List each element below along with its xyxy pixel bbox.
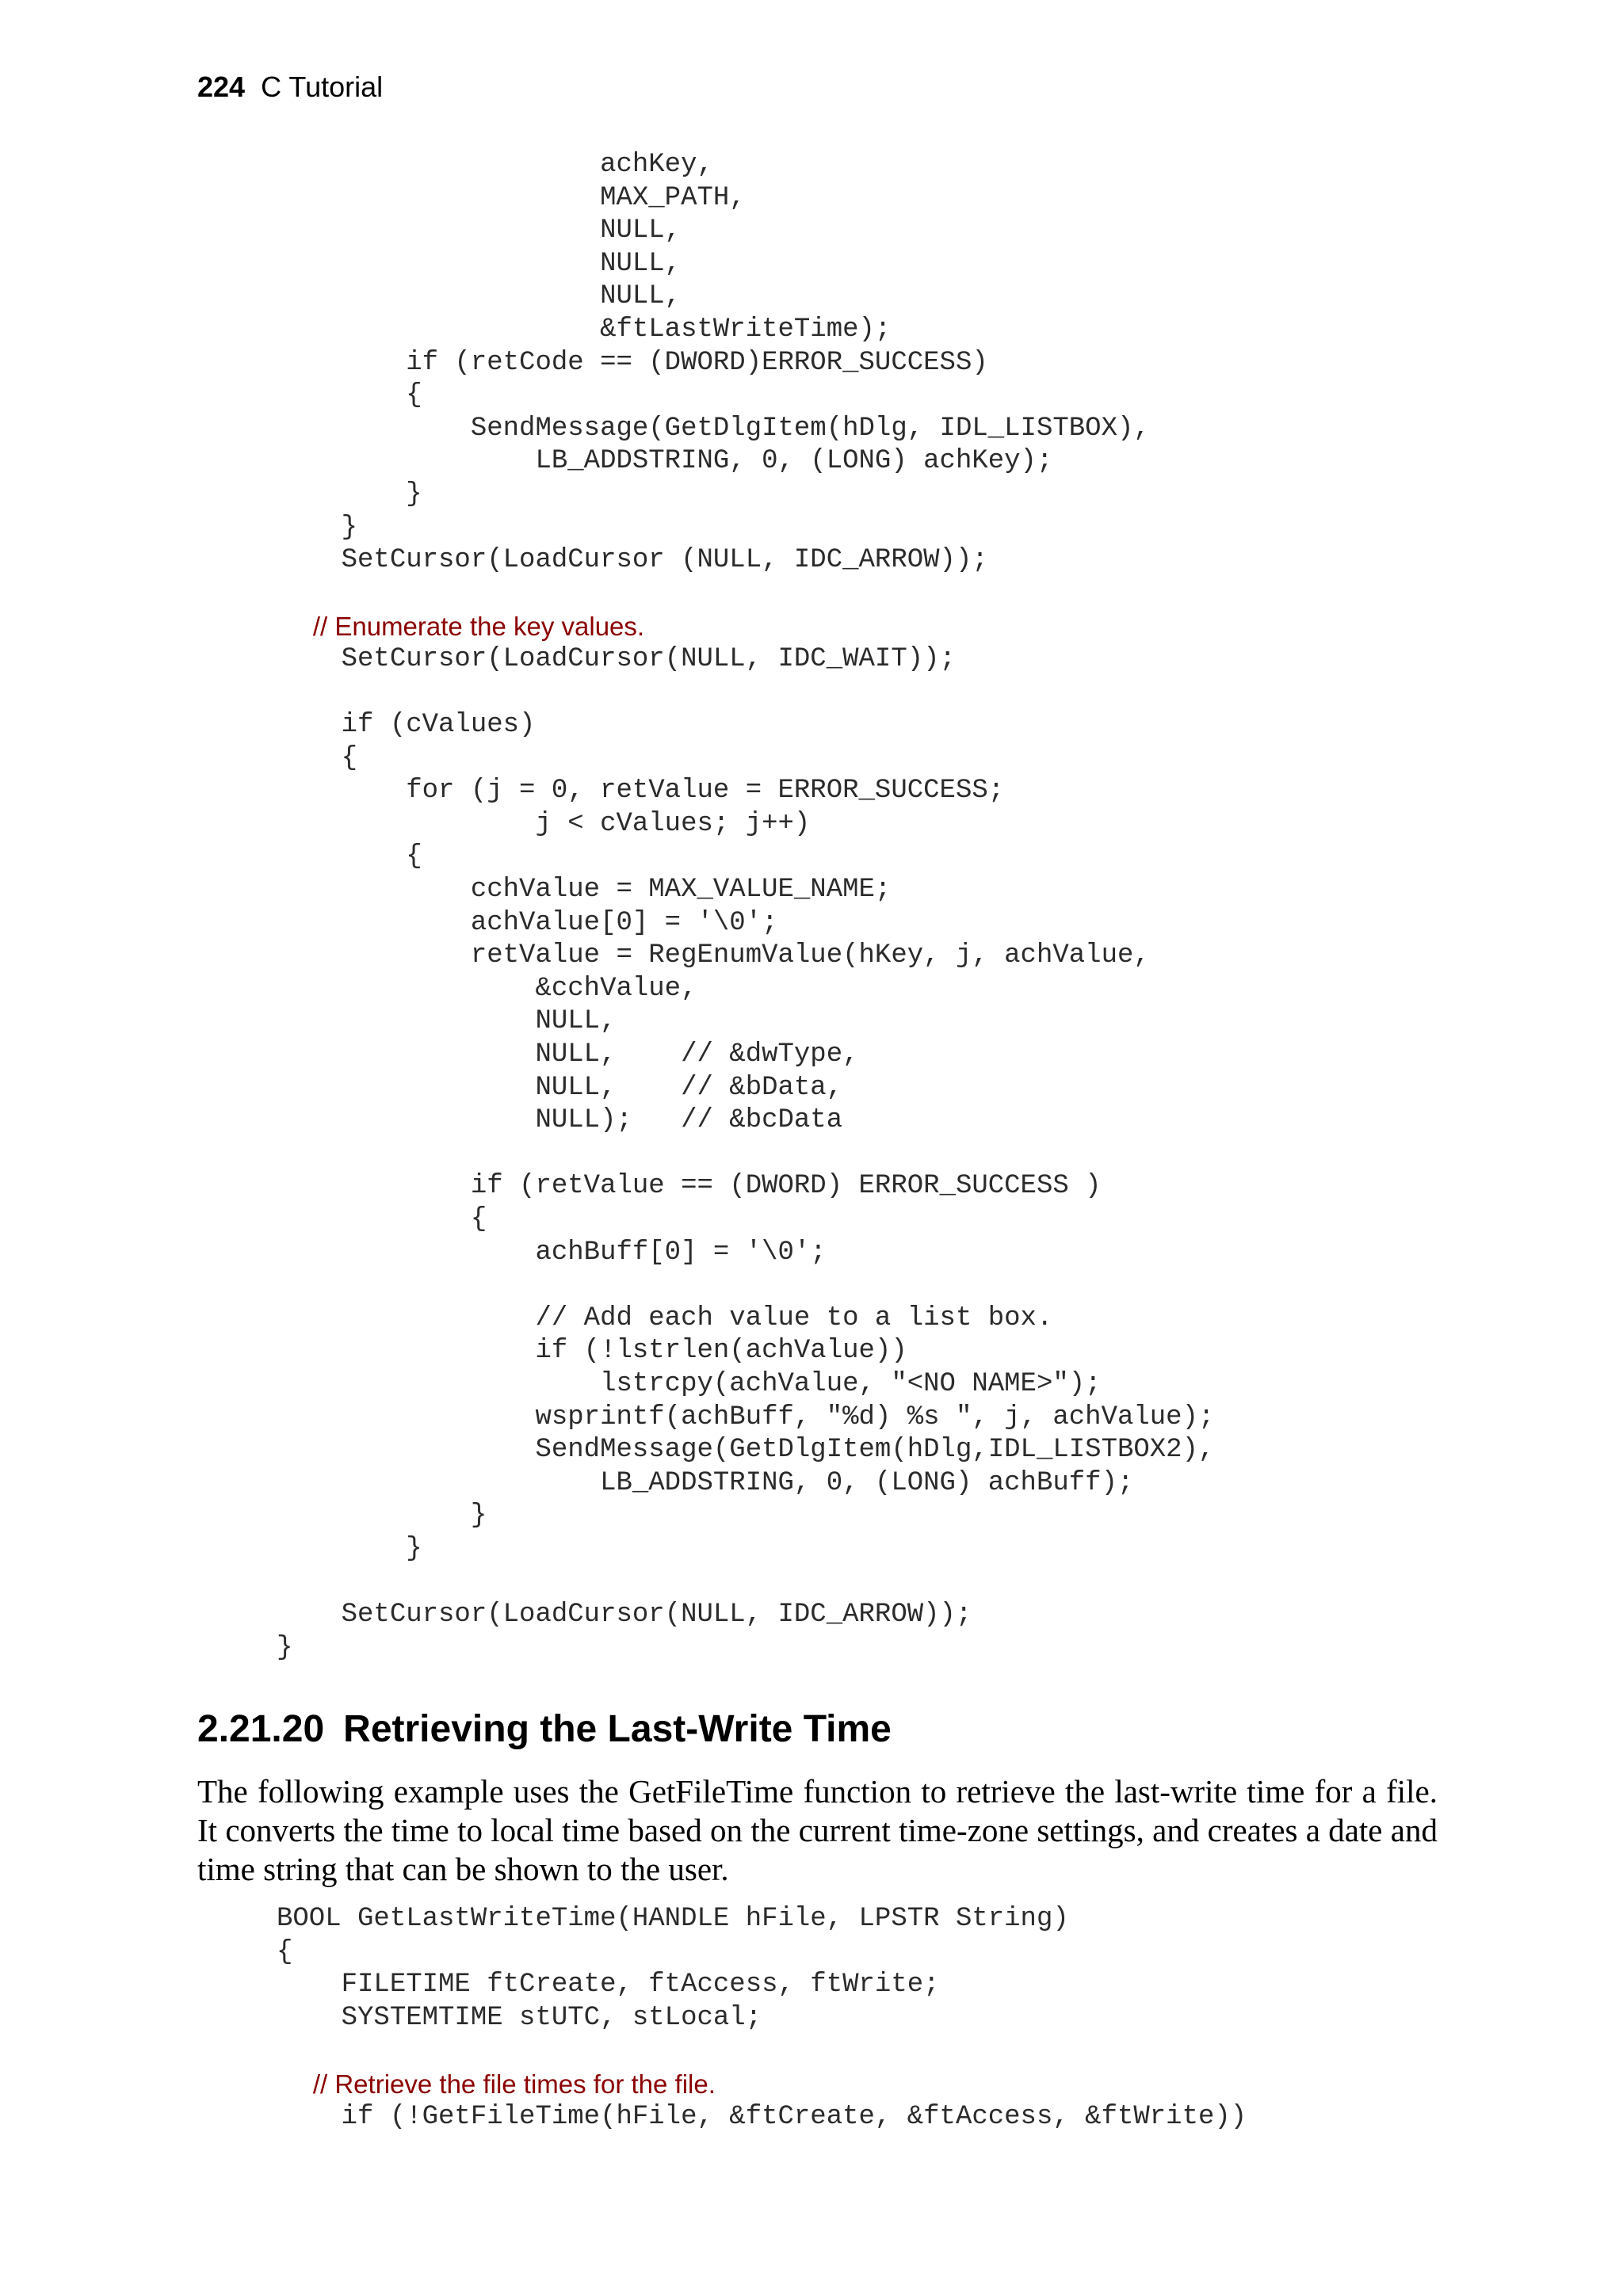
- code-line: {: [277, 1936, 293, 1967]
- code-comment-line: // Enumerate the key values.: [277, 612, 645, 642]
- code-line: LB_ADDSTRING, 0, (LONG) achBuff);: [277, 1467, 1134, 1498]
- code-line: [277, 578, 1214, 611]
- code-line: lstrcpy(achValue, "<NO NAME>");: [277, 1368, 1102, 1399]
- code-line: retValue = RegEnumValue(hKey, j, achValue,: [277, 940, 1150, 971]
- page-number: 224: [197, 71, 246, 103]
- code-line: {: [277, 841, 422, 872]
- code-line: BOOL GetLastWriteTime(HANDLE hFile, LPSTR String): [277, 1904, 1069, 1934]
- code-line: SendMessage(GetDlgItem(hDlg,IDL_LISTBOX2),: [277, 1435, 1215, 1466]
- code-listing-registry-enum: [277, 149, 1214, 1665]
- code-line: SetCursor(LoadCursor (NULL, IDC_ARROW));: [277, 545, 988, 576]
- section-heading: [197, 1702, 892, 1757]
- code-comment-line: // Retrieve the file times for the file.: [277, 2069, 716, 2099]
- code-line: [277, 2035, 1247, 2068]
- code-line: NULL,: [277, 281, 682, 312]
- code-line: achKey,: [277, 150, 713, 180]
- code-line: SYSTEMTIME stUTC, stLocal;: [277, 2002, 762, 2033]
- code-line: [277, 1269, 1214, 1302]
- code-line: }: [277, 512, 358, 543]
- code-line: &cchValue,: [277, 973, 697, 1004]
- code-line: NULL, // &bData,: [277, 1072, 843, 1103]
- code-line: FILETIME ftCreate, ftAccess, ftWrite;: [277, 1970, 940, 2000]
- code-line: if (retValue == (DWORD) ERROR_SUCCESS ): [277, 1171, 1102, 1202]
- code-line: achValue[0] = '\0';: [277, 907, 778, 938]
- code-line: wsprintf(achBuff, "%d) %s ", j, achValue);: [277, 1402, 1215, 1432]
- code-line: NULL,: [277, 215, 682, 246]
- code-listing-get-last-write-time: [277, 1903, 1247, 2134]
- code-line: NULL,: [277, 248, 682, 279]
- code-line: NULL,: [277, 1006, 617, 1037]
- code-line: for (j = 0, retValue = ERROR_SUCCESS;: [277, 776, 1005, 807]
- body-paragraph: The following example uses the GetFileTime function to retrieve the last-write time for a file. It converts the time to local time based on the current time-zone settings, and creates a date and time string that can be shown to the user.: [197, 1773, 1438, 1887]
- code-line: }: [277, 479, 422, 509]
- section-title: Retrieving the Last-Write Time: [343, 1708, 892, 1750]
- code-line: NULL, // &dwType,: [277, 1039, 859, 1070]
- code-line: }: [277, 1533, 422, 1564]
- code-line: SendMessage(GetDlgItem(hDlg, IDL_LISTBOX),: [277, 413, 1150, 444]
- code-line: j < cValues; j++): [277, 808, 811, 839]
- code-line: NULL); // &bcData: [277, 1105, 843, 1136]
- code-line: {: [277, 742, 358, 773]
- code-line: [277, 1138, 1214, 1171]
- code-line: {: [277, 1204, 487, 1234]
- code-line: SetCursor(LoadCursor(NULL, IDC_WAIT));: [277, 643, 956, 674]
- code-line: &ftLastWriteTime);: [277, 314, 892, 345]
- code-line: [277, 1566, 1214, 1600]
- section-number: 2.21.20: [197, 1708, 325, 1750]
- code-line: if (!GetFileTime(hFile, &ftCreate, &ftAccess, &ftWrite)): [277, 2101, 1247, 2132]
- code-line: cchValue = MAX_VALUE_NAME;: [277, 875, 892, 906]
- running-title: C Tutorial: [261, 71, 384, 103]
- code-line: MAX_PATH,: [277, 182, 746, 213]
- code-line: SetCursor(LoadCursor(NULL, IDC_ARROW));: [277, 1600, 972, 1630]
- code-line: if (!lstrlen(achValue)): [277, 1336, 907, 1367]
- code-line: {: [277, 380, 422, 411]
- page-header: [197, 67, 383, 108]
- code-line: if (retCode == (DWORD)ERROR_SUCCESS): [277, 347, 988, 378]
- code-line: [277, 677, 1214, 710]
- code-line: }: [277, 1501, 487, 1531]
- code-line: achBuff[0] = '\0';: [277, 1237, 827, 1268]
- code-line: }: [277, 1632, 293, 1663]
- code-line: // Add each value to a list box.: [277, 1302, 1053, 1333]
- code-line: if (cValues): [277, 710, 536, 741]
- code-line: LB_ADDSTRING, 0, (LONG) achKey);: [277, 446, 1053, 477]
